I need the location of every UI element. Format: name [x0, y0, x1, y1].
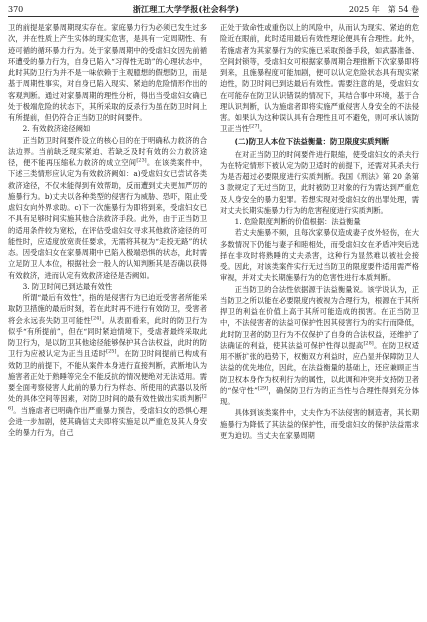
paragraph: 所谓“最后有效性”，指的是侵害行为已迫近受害者所能采取防卫措施的最后时刻，若在此时再不进行有效防卫，受害者将会永远丧失防卫可能性[24]。从表面看来，此时的防卫行为似乎“有所提前”，但在“同时紧迫情境下，受虐者最终采取此防卫行为，是以防卫其他途径能够保护其合法权益，此时的防卫行为应被认定为正当且适时[25]。在防卫时间提前已构成有效防卫的前提下，不能从案件本身进行直接判断，武断地认为施害者正处于熟睡等完全不能反抗的情况便绝对无法适用。需要全面考察侵害人此前的暴力行为样态、所使用的武器以及所处的具体空间等因素，对防卫时间的最有效性做出实质判断[26]。当施虐者已明确作出严重暴力预告，受虐妇女的恐惧心理会进一步加剧，使其确信丈夫即将实施足以严重危及其人身安全的暴力行为，自己	[8, 293, 207, 437]
citation-marker: [28]	[363, 340, 374, 347]
paragraph: 正当防卫的合法性依据源于法益衡量说。该学说认为，正当防卫之所以能在必要限度内被视为合理行为，根源在于其所捍卫的利益在价值上高于其所可能造成的损害。在正当防卫中，不法侵害者的法益可保护性因其侵害行为的实行而降低，此时防卫者的防卫行为不仅保护了自身的合法权益，还维护了法确证的利益，使其法益可保护性得以提高[28]。在防卫权适用不断扩张的趋势下，权衡双方利益时，应凸显并保障防卫人法益的优先地位，因此，在法益衡量的基础上，还应兼顾正当防卫权本身作为权利行为的属性，以此调和冲突并支持防卫者的“保守性”[29]，确保防卫行为的正当性与合理性得到充分体现。	[220, 284, 419, 406]
paragraph: 正当防卫时间要件设立的核心目的在于明确私力救济的合法边界。当前缺乏现实紧迫、若缺乏及时有效的公力救济途径，便不能再压缩私力救济的成立空间[23]。在该类案件中，下述三类情形应认定为有效救济阙如：a)受虐妇女已尝试各类救济途径，不仅未能得到有效帮助，反而遭到丈夫更加严厉的施暴行为。b)丈夫以各种类型的侵害行为威胁、恐吓，阻止受虐妇女向外界求助。c)下一次施暴行为即将到来，受虐妇女已不具有足够时间实施其他合法救济手段。此外，由于正当防卫的适用条件较为宽松，在评估受虐妇女寻求其他救济途径的可能性时，应适度放宽责任要求，无需将其视为“走投无路”的状态。因受虐妇女在家暴周期中已陷入极端恐惧的状态，此时需立足防卫人本位，根据社会一般人的认知判断其是否确以获得有效救济，进而认定有效救济途径是否阙如。	[8, 135, 207, 280]
citation-marker: [25]	[106, 348, 117, 355]
body-columns	[8, 22, 419, 618]
citation-marker: [24]	[91, 315, 102, 322]
issue-info: 2025 年 第 54 卷	[348, 4, 419, 14]
running-header	[8, 2, 419, 17]
subsection-heading: 1. 危险限度判断的价值根据：法益衡量	[234, 217, 361, 226]
left-column	[8, 22, 207, 618]
section-heading: (二)防卫人本位下法益衡量：防卫限度实质判断	[234, 136, 390, 146]
subsection-heading: 3. 防卫时间已到达最有效性	[22, 281, 113, 291]
paragraph: 具体到该类案件中，丈夫作为不法侵害的制造者，其长期施暴行为降低了其法益的保护性，而受虐妇女的保护法益需求更为迫切。当丈夫在家暴周期	[220, 408, 419, 440]
paragraph: 在对正当防卫的时间要件进行限缩，使受虐妇女的杀夫行为在特定情形下被认定为防卫适时的前提下，还需对其杀夫行为是否超过必要限度进行实质判断。我国《刑法》第 20 条第 3 款规定了无过当防卫，此时被防卫对象的行为需达到严重危及人身安全的暴力犯罪。若想实现对受虐妇女的出罪处理，需对丈夫长期实施暴力行为的危害程度进行实质判断。	[220, 149, 419, 215]
journal-title: 浙江理工大学学报(社会科学)	[132, 3, 240, 14]
paragraph: 若丈夫施暴不频，且每次家暴仅造成妻子皮外轻伤，在大多数情况下仍能与妻子和睦相处，而受虐妇女在矛盾冲突后选择在非攻时将熟睡的丈夫杀害，这种行为显然难以被社会接受。因此，对该类案件实行无过当防卫的限度要件适用需严格审视，并对丈夫长期施暴行为的危害性进行本质判断。	[220, 228, 419, 283]
right-column	[220, 22, 419, 618]
citation-marker: [23]	[136, 157, 147, 164]
citation-marker: [29]	[257, 385, 269, 392]
paragraph: 正处于致命性或重伤以上的风险中，从而认为现实、紧迫的危险近在眼前，此时适用最后有效性理论便具有合理性。此外，若施虐者为其家暴行为的实施已采取预备手段，如武器准备、空间封锁等，受虐妇女可根据家暴周期合理推断下次家暴即将到来，且施暴程度可能加剧，便可以认定危险状态具有现实紧迫性，防卫时间已到达最后有效性。需要注意的是，受虐妇女在可能存在防卫认识错误的情况下，其结合事中环境，基于合理认识判断，认为施虐者即将实施严重侵害人身安全的不法侵害。如果认为这种误认具有合理性且可不避免，则可承认该防卫正当性[27]。	[220, 23, 419, 134]
citation-marker: [26]	[8, 393, 207, 412]
citation-marker: [27]	[249, 123, 260, 130]
subsection-heading: 2. 有效救济途径阙如	[22, 124, 91, 134]
page-number: 370	[8, 4, 24, 14]
paragraph: 卫的前提是家暴周期现实存在。家庭暴力行为必须已发生过多次，并在性质上产生实体的现实危害，是具有一定周期性、有迹可循的循环暴力行为。处于家暴周期中的受虐妇女因先前循环遭受的暴力行为，自身已陷入“习得性无助”的心理状态中，此时其防卫行为并不是一味依赖于主观臆想的假想防卫，而是基于周期性事实，对自身已陷入现实、紧迫的危险情形作出的客观判断。通过对家暴周期的理性分析，得出当受虐妇女确已处于极端危险的状态下，其所采取的反杀行为虽在防卫时间上有所提前，但仍符合正当防卫的时间要件。	[8, 23, 207, 122]
